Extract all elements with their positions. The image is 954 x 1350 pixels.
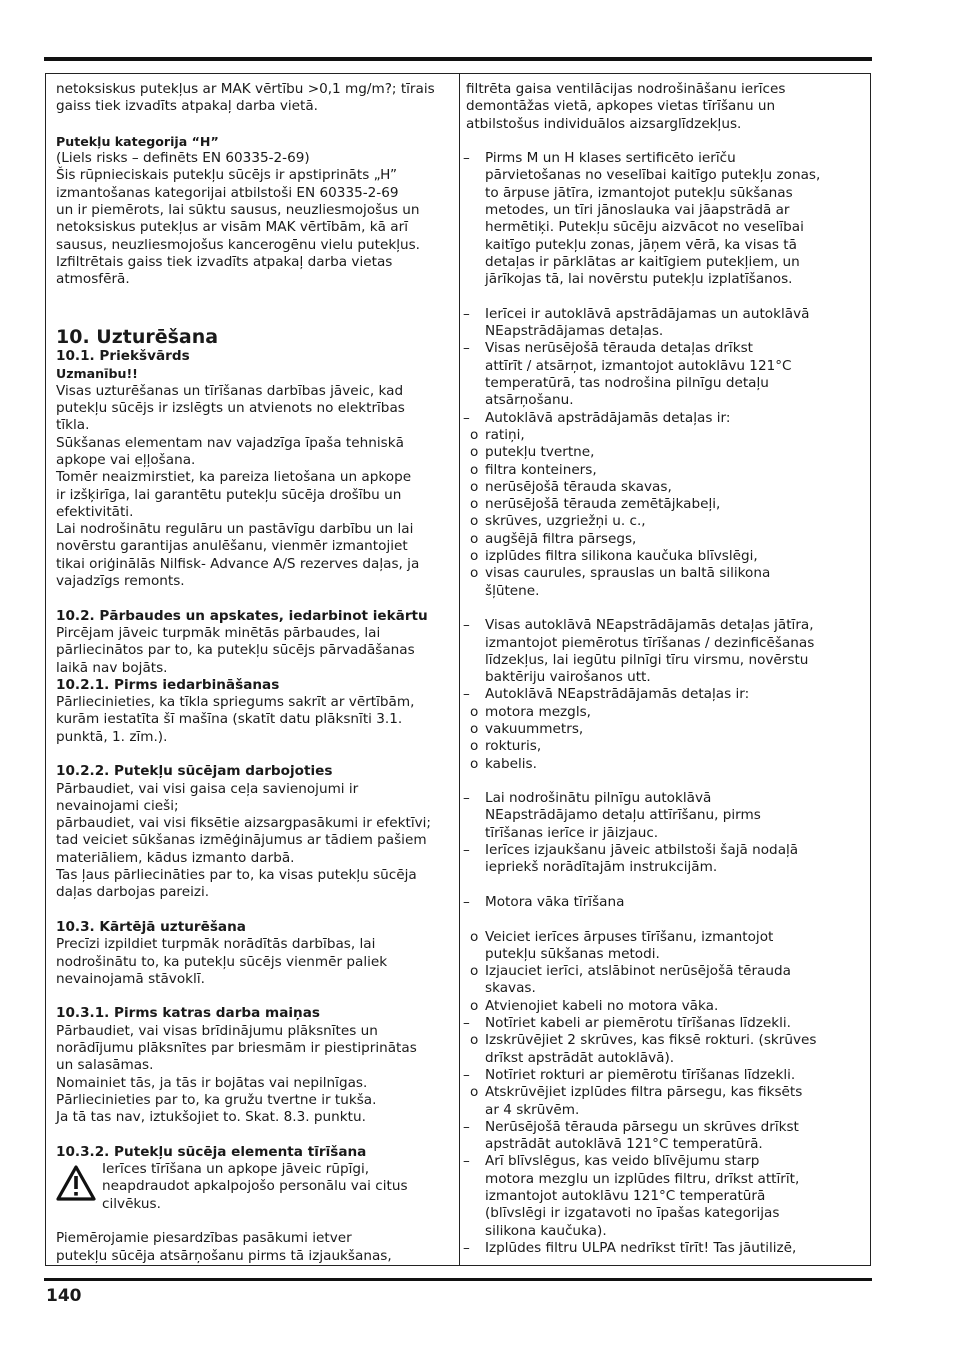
bullet-marker: o [470, 496, 479, 513]
list-text: Veiciet ierīces ārpuses tīrīšanu, izmantojot [485, 928, 774, 945]
warning-text-line: cilvēkus. [102, 1195, 161, 1212]
text-line: Pārbaudiet, vai visas brīdinājumu plāksnītes un [56, 1022, 378, 1039]
dash-item [463, 790, 864, 807]
dash-item [463, 617, 864, 634]
subheading: 10.3.2. Putekļu sūcēja elementa tīrīšana [56, 1143, 367, 1160]
dash-item [463, 150, 864, 167]
list-text: izplūdes filtra silikona kaučuka blīvslēgi, [485, 548, 758, 565]
list-text: temperatūrā, tas nodrošina pilnīgu detaļu [485, 375, 769, 392]
bullet-marker: o [470, 530, 479, 547]
bullet-marker: o [470, 963, 479, 980]
list-continuation [466, 1171, 864, 1188]
text-line: Pārliecinieties, ka tīkla spriegums sakrīt ar vērtībām, [56, 694, 415, 711]
bullet-marker: o [470, 565, 479, 582]
text-line: Visas uzturēšanas un tīrīšanas darbības jāveic, kad [56, 382, 404, 399]
list-text: apstrādāt autoklāvā 121°C temperatūrā. [485, 1136, 763, 1153]
text-line: novērstu garantijas anulēšanu, vienmēr izmantojiet [56, 538, 408, 555]
text-line: daļas darbojas pareizi. [56, 884, 210, 901]
dash-marker: – [463, 1239, 470, 1256]
subheading: 10.2.1. Pirms iedarbināšanas [56, 676, 280, 693]
list-continuation [466, 1136, 864, 1153]
list-text: ratiņi, [485, 426, 525, 443]
text-line: un ir piemērots, lai sūktu sausus, neuzliesmojošus un [56, 202, 420, 219]
list-text: Visas autoklāvā NEapstrādājamās detaļas jātīra, [485, 617, 814, 634]
list-continuation [466, 375, 864, 392]
spacer [56, 306, 454, 323]
warning-triangle-icon [56, 1165, 96, 1201]
text-line: putekļu sūcējs ir izslēgts un atvienots no elektrības [56, 400, 405, 417]
list-text: tīrīšanas ierīce ir jāizjauc. [485, 824, 659, 841]
text-line: atbilstošus individuālos aizsarglīdzekļus. [466, 115, 742, 132]
dash-marker: – [463, 1118, 470, 1135]
dash-item [463, 409, 864, 427]
list-text: izmantojot piemērotus tīrīšanas / dezinficēšanas [485, 634, 815, 651]
list-continuation [466, 167, 864, 184]
bullet-marker: o [470, 461, 479, 478]
text-line: demontāžas vietā, apkopes vietas tīrīšanu un [466, 98, 776, 115]
dash-item [463, 340, 864, 357]
list-continuation [466, 1102, 864, 1119]
text-line: filtrēta gaisa ventilācijas nodrošināšanu ierīces [466, 81, 786, 97]
list-text: Notīriet rokturi ar piemērotu tīrīšanas līdzekli. [485, 1066, 796, 1083]
bottom-rule [44, 1278, 872, 1281]
list-text: kaitīgo putekļu zonas, jāņem vērā, ka visas tā [485, 236, 797, 253]
dash-item [463, 1153, 864, 1170]
warning-block [56, 1161, 454, 1213]
bullet-item [466, 963, 864, 980]
text-line: materiāliem, kādus izmanto darbā. [56, 849, 295, 866]
bullet-marker: o [470, 928, 479, 945]
text-line: Nomainiet tās, ja tās ir bojātas vai nepilnīgas. [56, 1074, 368, 1091]
dash-marker: – [463, 686, 470, 703]
spacer [56, 746, 454, 763]
list-continuation [466, 1223, 864, 1240]
spacer [56, 902, 454, 919]
bullet-item [466, 565, 864, 582]
text-line: pārliecinātos par to, ka putekļu sūcējs pārvadāšanas [56, 642, 415, 659]
list-text: ar 4 skrūvēm. [485, 1101, 580, 1118]
list-text: hermētiķi. Putekļu sūcēju aizvācot no veselībai [485, 219, 804, 236]
text-line: Izfiltrētais gaiss tiek izvadīts atpakaļ darba vietas [56, 253, 393, 270]
bullet-item [466, 998, 864, 1015]
dash-marker: – [463, 1066, 470, 1083]
text-line: efektivitāti. [56, 503, 134, 520]
list-continuation [466, 202, 864, 219]
list-text: nerūsējošā tērauda skavas, [485, 478, 672, 495]
list-text: attīrīt / atsārņot, izmantojot autoklāvu 121°C [485, 357, 792, 374]
bullet-item [466, 704, 864, 721]
list-continuation [466, 946, 864, 963]
list-text: putekļu tvertne, [485, 444, 595, 461]
subheading: 10.3. Kārtējā uzturēšana [56, 918, 246, 935]
text-line: Šis rūpnieciskais putekļu sūcējs ir apstiprināts „H” [56, 167, 398, 184]
spacer [466, 877, 864, 894]
text-line: nevainojami cieši; [56, 797, 179, 814]
text-line: tīkla. [56, 417, 90, 434]
bullet-item [466, 444, 864, 461]
text-line: nodrošinātu to, ka putekļu sūcējs vienmēr paliek [56, 953, 388, 970]
text-line: Piemērojamie piesardzības pasākumi ietver [56, 1230, 352, 1247]
list-text: Motora vāka tīrīšana [485, 893, 625, 910]
text-line: tad veiciet sūkšanas izmēģinājumus ar tādiem pašiem [56, 832, 427, 849]
bullet-item [466, 479, 864, 496]
dash-item [463, 686, 864, 703]
list-continuation [466, 1205, 864, 1222]
subheading: 10.1. Priekšvārds [56, 348, 190, 365]
right-column [463, 81, 864, 1257]
dash-marker: – [463, 790, 470, 807]
bullet-marker: o [470, 755, 479, 772]
subheading: Putekļu kategorija “H” [56, 133, 219, 149]
list-continuation [466, 652, 864, 669]
bullet-marker: o [470, 478, 479, 495]
dash-item [463, 1118, 864, 1136]
list-text: Izjauciet ierīci, atslābinot nerūsējošā tērauda [485, 963, 792, 980]
list-text: Ierīces izjaukšanu jāveic atbilstoši šajā nodaļā [485, 842, 799, 859]
text-line: tikai oriģinālās Nilfisk- Advance A/S rezerves daļas, ja [56, 555, 420, 572]
text-line: atmosfērā. [56, 271, 130, 288]
list-text: Ierīcei ir autoklāvā apstrādājamas un autoklāvā [485, 305, 810, 322]
text-line: netoksiskus putekļus ar visām MAK vērtībām, kā arī [56, 219, 408, 236]
dash-marker: – [463, 893, 470, 910]
spacer [56, 590, 454, 607]
bullet-item [466, 756, 864, 773]
dash-marker: – [463, 1015, 470, 1032]
list-text: to ārpuse jātīra, izmantojot putekļu sūkšanas [485, 184, 793, 201]
list-continuation [466, 825, 864, 842]
text-line: laikā nav bojāts. [56, 659, 168, 676]
bullet-item [466, 427, 864, 444]
text-line: Tas ļaus pārliecināties par to, ka visas putekļu sūcēja [56, 867, 417, 884]
list-continuation [466, 219, 864, 236]
list-text: Autoklāvā apstrādājamās detaļas ir: [485, 409, 731, 426]
dash-item [463, 305, 864, 323]
text-line: punktā, 1. zīm.). [56, 728, 168, 745]
list-continuation [466, 980, 864, 997]
list-text: Notīriet kabeli ar piemērotu tīrīšanas līdzekli. [485, 1015, 791, 1032]
spacer [56, 1213, 454, 1230]
list-text: rokturis, [485, 738, 542, 755]
bullet-item [466, 929, 864, 946]
spacer [56, 116, 454, 133]
bullet-item [466, 1032, 864, 1049]
spacer [466, 289, 864, 306]
dash-item [463, 1015, 864, 1032]
section-heading: 10. Uzturēšana [56, 326, 219, 349]
warning-text-line: neapdraudot apkalpojošo personālu vai citus [102, 1178, 408, 1195]
bullet-marker: o [470, 720, 479, 737]
dash-item [463, 893, 864, 911]
text-line: vajadzīgs remonts. [56, 573, 185, 590]
list-text: baktēriju vairošanos utt. [485, 669, 651, 686]
text-line: Precīzi izpildiet turpmāk norādītās darbības, lai [56, 936, 376, 953]
list-text: Lai nodrošinātu pilnīgu autoklāvā [485, 790, 712, 807]
list-text: Autoklāvā NEapstrādājamās detaļas ir: [485, 686, 750, 703]
dash-marker: – [463, 340, 470, 357]
list-continuation [466, 669, 864, 686]
bullet-item [466, 462, 864, 479]
list-continuation [466, 323, 864, 340]
page-number: 140 [46, 1286, 82, 1306]
bullet-marker: o [470, 444, 479, 461]
list-continuation [466, 859, 864, 876]
left-column [56, 81, 454, 1265]
list-text: Atskrūvējiet izplūdes filtra pārsegu, kas fiksēts [485, 1084, 803, 1101]
text-line: Tomēr neaizmirstiet, ka pareiza lietošana un apkope [56, 469, 412, 486]
list-text: Izplūdes filtru ULPA nedrīkst tīrīt! Tas jāutilizē, [485, 1239, 797, 1256]
text-line: Sūkšanas elementam nav vajadzīga īpaša tehniskā [56, 434, 404, 451]
list-text: nerūsējošā tērauda zemētājkabeļi, [485, 496, 721, 513]
list-continuation [466, 271, 864, 288]
list-text: Izskrūvējiet 2 skrūves, kas fiksē rokturi. (skrūves [485, 1032, 817, 1049]
list-text: drīkst apstrādāt autoklāvā). [485, 1049, 675, 1066]
dash-item [463, 1239, 864, 1257]
list-text: kabelis. [485, 755, 537, 772]
bullet-marker: o [470, 513, 479, 530]
list-text: skavas. [485, 980, 536, 997]
text-line: netoksiskus putekļus ar MAK vērtību >0,1 mg/m?; tīrais [56, 81, 435, 97]
list-text: NEapstrādājamas detaļas. [485, 323, 664, 340]
spacer [56, 988, 454, 1005]
list-continuation [466, 583, 864, 600]
bullet-marker: o [470, 1084, 479, 1101]
list-text: izmantojot autoklāvu 121°C temperatūrā [485, 1188, 766, 1204]
list-text: Nerūsējošā tērauda pārsegu un skrūves drīkst [485, 1118, 799, 1135]
list-continuation [466, 1188, 864, 1205]
dash-marker: – [463, 842, 470, 859]
list-text: (blīvslēgi ir izgatavoti no īpašas kategorijas [485, 1205, 780, 1222]
dash-marker: – [463, 150, 470, 167]
bullet-item [466, 548, 864, 565]
list-text: silikona kaučuka). [485, 1222, 607, 1239]
list-text: motora mezglu un izplūdes filtru, drīkst attīrīt, [485, 1170, 800, 1187]
list-continuation [466, 1050, 864, 1067]
subheading: 10.3.1. Pirms katras darba maiņas [56, 1005, 320, 1022]
text-line: sausus, neuzliesmojošus kancerogēnu vielu putekļus. [56, 236, 421, 253]
list-text: šļūtene. [485, 582, 540, 599]
bullet-item [466, 738, 864, 755]
text-line: (Liels risks – definēts EN 60335-2-69) [56, 150, 310, 167]
list-text: detaļas ir pārklātas ar kaitīgiem putekļiem, un [485, 253, 800, 270]
bullet-item [466, 1084, 864, 1101]
bullet-item [466, 721, 864, 738]
list-continuation [466, 392, 864, 409]
bullet-marker: o [470, 426, 479, 443]
list-text: Pirms M un H klases sertificēto ierīču [485, 150, 736, 167]
list-text: atsārņošanu. [485, 392, 574, 409]
text-line: Pircējam jāveic turpmāk minētās pārbaudes, lai [56, 624, 381, 641]
text-line: Pārbaudiet, vai visi gaisa ceļa savienojumi ir [56, 780, 359, 797]
spacer [56, 1127, 454, 1144]
spacer [466, 911, 864, 928]
text-line: apkope vai eļļošana. [56, 451, 196, 468]
text-line: norādījumu plāksnītes par briesmām ir piestiprinātas [56, 1040, 417, 1057]
dash-item [463, 1066, 864, 1084]
list-text: pārvietošanas no veselībai kaitīgo putekļu zonas, [485, 167, 821, 184]
subheading: Uzmanību!! [56, 366, 138, 382]
list-text: skrūves, uzgriežņi u. c., [485, 513, 646, 530]
subheading: 10.2.2. Putekļu sūcējam darbojoties [56, 763, 333, 780]
text-line: putekļu sūcēja atsārņošanu pirms tā izjaukšanas, [56, 1247, 392, 1264]
list-text: Visas nerūsējošā tērauda detaļas drīkst [485, 340, 753, 357]
spacer [466, 133, 864, 150]
text-line: pārbaudiet, vai visi fiksētie aizsargpasākumi ir efektīvi; [56, 815, 432, 832]
dash-marker: – [463, 1153, 470, 1170]
bullet-item [466, 496, 864, 513]
bullet-item [466, 531, 864, 548]
list-continuation [466, 807, 864, 824]
dash-marker: – [463, 305, 470, 322]
spacer [56, 289, 454, 306]
list-text: Atvienojiet kabeli no motora vāka. [485, 997, 719, 1014]
top-rule [44, 57, 872, 61]
text-line: nevainojamā stāvoklī. [56, 970, 205, 987]
text-line: Lai nodrošinātu regulāru un pastāvīgu darbību un lai [56, 521, 414, 538]
bullet-item [466, 513, 864, 530]
bullet-marker: o [470, 548, 479, 565]
list-text: līdzekļus, lai iegūtu pilnīgi tīru virsmu, novērstu [485, 651, 809, 668]
list-continuation [466, 185, 864, 202]
text-line: Pārliecinieties par to, ka gružu tvertne ir tukša. [56, 1091, 377, 1108]
list-continuation [466, 358, 864, 375]
spacer [466, 773, 864, 790]
list-text: iepriekš norādītajām instrukcijām. [485, 859, 718, 876]
list-text: jārīkojas tā, lai novērstu putekļu izplatīšanos. [485, 271, 793, 288]
column-divider [459, 73, 460, 1266]
list-continuation [466, 254, 864, 271]
list-continuation [466, 237, 864, 254]
list-text: filtra konteiners, [485, 461, 597, 478]
dash-item [463, 842, 864, 859]
list-text: metodes, un tīri jānoslauka vai jāapstrādā ar [485, 202, 790, 219]
bullet-marker: o [470, 997, 479, 1014]
list-text: motora mezgls, [485, 703, 591, 720]
bullet-marker: o [470, 1032, 479, 1049]
list-text: putekļu sūkšanas metodi. [485, 945, 660, 962]
dash-marker: – [463, 409, 470, 426]
warning-text-line: Ierīces tīrīšana un apkope jāveic rūpīgi, [102, 1161, 370, 1178]
list-text: Arī blīvslēgus, kas veido blīvējumu starp [485, 1153, 760, 1170]
bullet-marker: o [470, 703, 479, 720]
list-text: NEapstrādājamo detaļu attīrīšanu, pirms [485, 807, 761, 824]
text-line: un salasāmas. [56, 1057, 154, 1074]
text-line: ir izšķirīga, lai garantētu putekļu sūcēja drošību un [56, 486, 402, 503]
subheading: 10.2. Pārbaudes un apskates, iedarbinot iekārtu [56, 607, 428, 624]
list-text: visas caurules, sprauslas un baltā silikona [485, 565, 771, 582]
bullet-marker: o [470, 738, 479, 755]
spacer [466, 600, 864, 617]
text-line: Ja tā tas nav, iztukšojiet to. Skat. 8.3. punktu. [56, 1109, 366, 1126]
text-line: kurām iestatīta šī mašīna (skatīt datu plāksnīti 3.1. [56, 711, 403, 728]
text-line: gaiss tiek izvadīts atpakaļ darba vietā. [56, 98, 318, 115]
list-text: augšējā filtra pārsegs, [485, 530, 637, 547]
text-line: izmantošanas kategorijai atbilstoši EN 60335-2-69 [56, 184, 399, 201]
list-text: vakuummetrs, [485, 720, 584, 737]
list-continuation [466, 635, 864, 652]
dash-marker: – [463, 617, 470, 634]
